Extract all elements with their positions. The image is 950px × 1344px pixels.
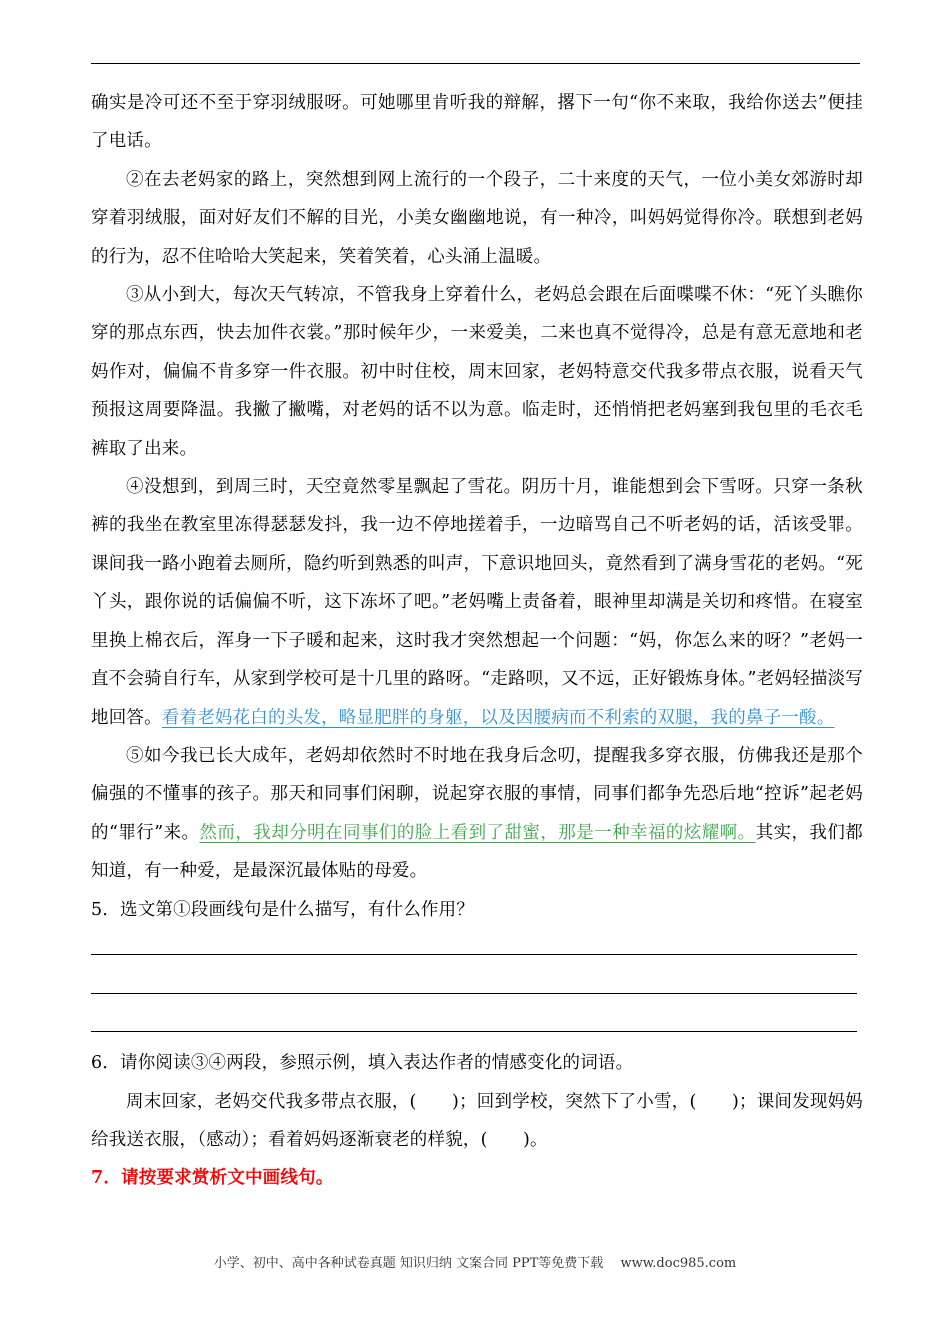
underlined-sentence-green: 然而，我却分明在同事们的脸上看到了甜蜜，那是一种幸福的炫耀啊。 bbox=[199, 822, 756, 843]
answer-line[interactable] bbox=[91, 929, 863, 967]
footer-text: 小学、初中、高中各种试卷真题 知识归纳 文案合同 PPT等免费下载 www.doc985.com bbox=[213, 1256, 737, 1271]
paragraph-continued: 确实是冷可还不至于穿羽绒服呀。可她哪里肯听我的辩解，撂下一句“你不来取，我给你送去”便挂了电话。 bbox=[91, 93, 863, 152]
answer-line[interactable] bbox=[91, 1006, 863, 1044]
underlined-sentence-blue: 看着老妈花白的头发，略显肥胖的身躯，以及因腰病而不利索的双腿，我的鼻子一酸。 bbox=[161, 707, 835, 728]
paragraph-4-text: ④没想到，到周三时，天空竟然零星飘起了雪花。阴历十月，谁能想到会下雪呀。只穿一条秋裤的我坐在教室里冻得瑟瑟发抖，我一边不停地搓着手，一边暗骂自己不听老妈的话，活该受罪。课间我一路小跑着去厕所，隐约听到熟悉的叫声，下意识地回头，竟然看到了满身雪花的老妈。“死丫头，跟你说的话偏偏不听，这下冻坏了吧。”老妈嘴上责备着，眼神里却满是关切和疼惜。在寝室里换上棉衣后，浑身一下子暖和起来，这时我才突然想起一个问题：“妈，你怎么来的呀？”老妈一直不会骑自行车，从家到学校可是十几里的路呀。“走路呗，又不远，正好锻炼身体。”老妈轻描淡写地回答。 bbox=[91, 477, 863, 728]
answer-line[interactable] bbox=[91, 967, 863, 1005]
paragraph-5-tail: 其实，我们都知道，有一种爱，是最深沉最体贴的母爱。 bbox=[91, 822, 864, 882]
question-6: 6．请你阅读③④两段，参照示例，填入表达作者的情感变化的词语。 bbox=[91, 1053, 634, 1074]
paragraph-4 bbox=[91, 468, 863, 737]
header-rule bbox=[91, 63, 860, 64]
document-body bbox=[91, 84, 863, 1198]
paragraph-2: ②在去老妈家的路上，突然想到网上流行的一个段子，二十来度的天气，一位小美女郊游时却穿着羽绒服，面对好友们不解的目光，小美女幽幽地说，有一种冷，叫妈妈觉得你冷。联想到老妈的行为，忍不住哈哈大笑起来，笑着笑着，心头涌上温暖。 bbox=[91, 169, 863, 267]
question-6-body: 周末回家，老妈交代我多带点衣服，( )；回到学校，突然下了小雪，( )；课间发现妈妈给我送衣服，（感动）；看着妈妈逐渐衰老的样貌，( )。 bbox=[91, 1091, 863, 1150]
question-7: 7．请按要求赏析文中画线句。 bbox=[91, 1168, 334, 1189]
paragraph-5-text: ⑤如今我已长大成年，老妈却依然时不时地在我身后念叨，提醒我多穿衣服，仿佛我还是那个偏强的不懂事的孩子。那天和同事们闲聊，说起穿衣服的事情，同事们都争先恐后地“控诉”起老妈的“罪行”来。 bbox=[91, 745, 863, 843]
question-5: 5．选文第①段画线句是什么描写，有什么作用？ bbox=[91, 899, 475, 920]
paragraph-5 bbox=[91, 737, 863, 891]
paragraph-3: ③从小到大，每次天气转凉，不管我身上穿着什么，老妈总会跟在后面喋喋不休：“死丫头瞧你穿的那点东西，快去加件衣裳。”那时候年少，一来爱美，二来也真不觉得冷，总是有意无意地和老妈作对，偏偏不肯多穿一件衣服。初中时住校，周末回家，老妈特意交代我多带点衣服，说看天气预报这周要降温。我撇了撇嘴，对老妈的话不以为意。临走时，还悄悄把老妈塞到我包里的毛衣毛裤取了出来。 bbox=[91, 285, 863, 459]
